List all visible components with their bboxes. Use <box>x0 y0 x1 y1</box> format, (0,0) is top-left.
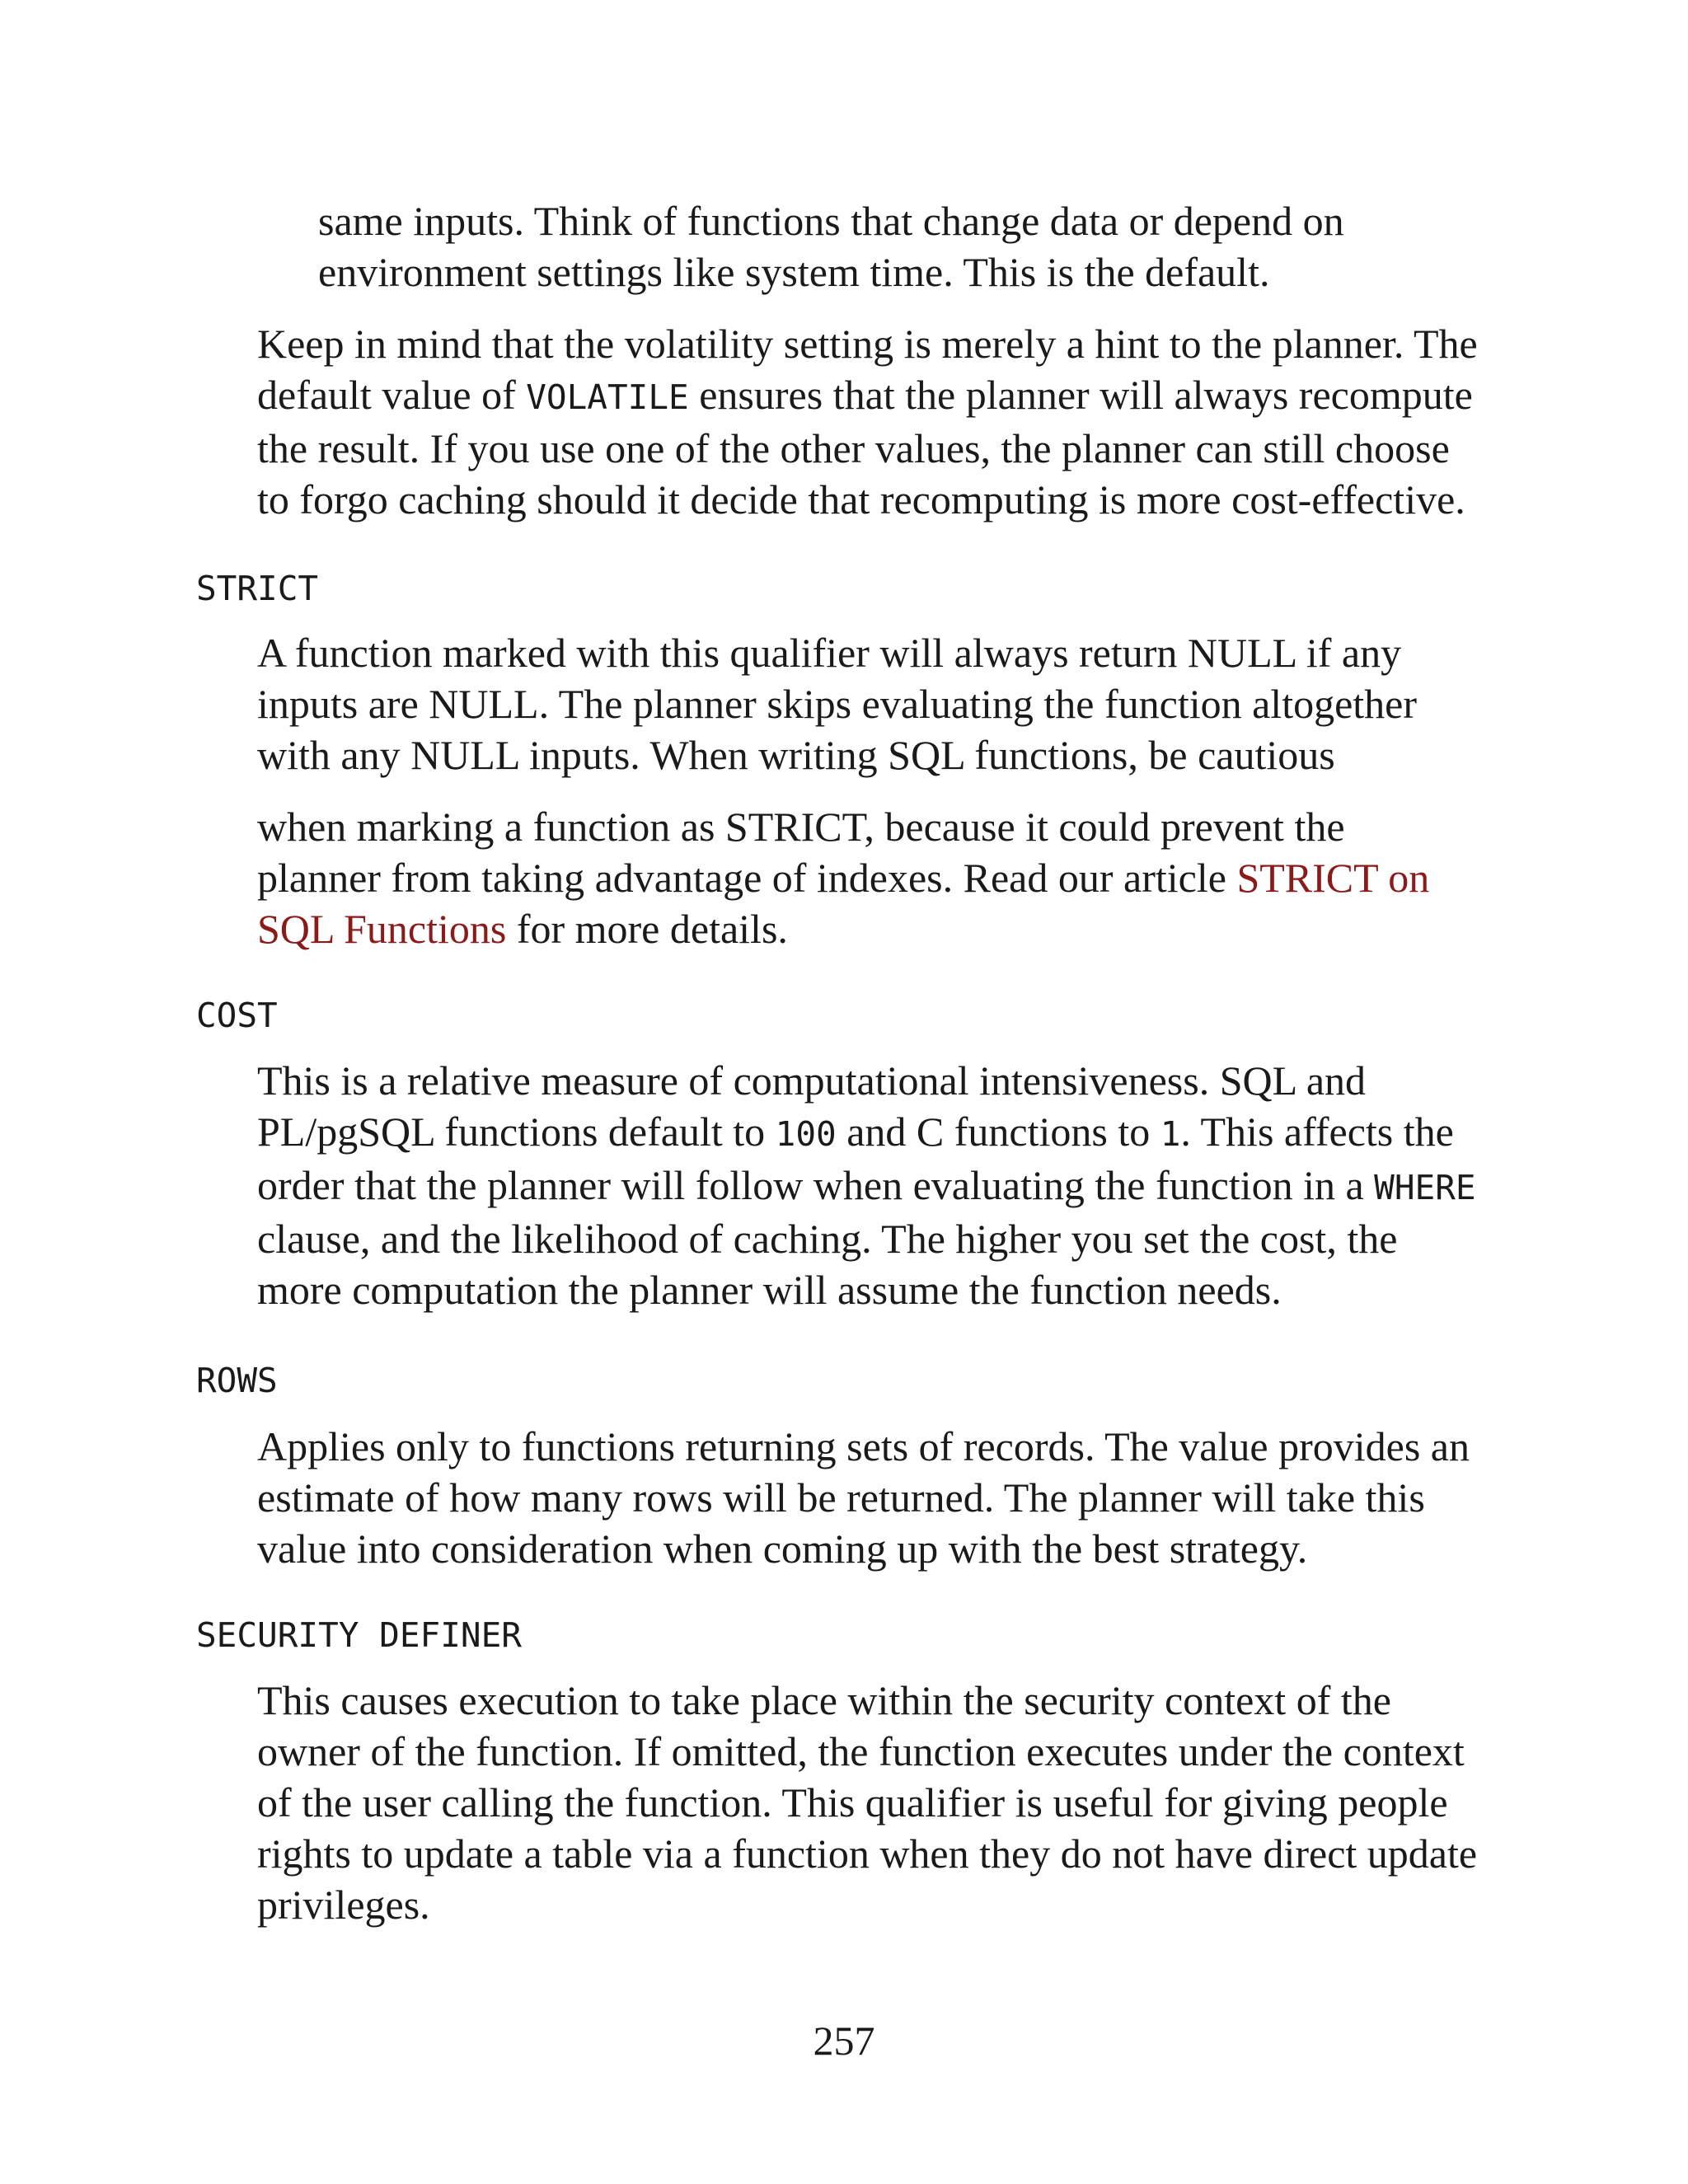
text-line: privileges. <box>257 1882 430 1928</box>
strict-definition-continued <box>257 801 1429 954</box>
term-cost: COST <box>196 996 278 1035</box>
security-definer-definition <box>257 1675 1477 1930</box>
text-line: when marking a function as STRICT, because it could prevent the <box>257 804 1345 850</box>
text-line: more computation the planner will assume the function needs. <box>257 1267 1282 1313</box>
text-line: with any NULL inputs. When writing SQL functions, be cautious <box>257 732 1335 778</box>
text-line: SQL Functions for more details. <box>257 906 788 952</box>
strict-definition <box>257 627 1417 780</box>
text-line: A function marked with this qualifier will always return NULL if any <box>257 630 1402 676</box>
strict-article-link[interactable]: STRICT on <box>1236 855 1430 901</box>
text-line: inputs are NULL. The planner skips evaluating the function altogether <box>257 681 1418 727</box>
text-line: clause, and the likelihood of caching. The higher you set the cost, the <box>257 1216 1398 1262</box>
term-strict: STRICT <box>196 569 319 608</box>
inline-code-where: WHERE <box>1374 1168 1476 1207</box>
inline-code-volatile: VOLATILE <box>526 377 689 417</box>
inline-code-100: 100 <box>775 1114 837 1154</box>
text-line: to forgo caching should it decide that recomputing is more cost-effective. <box>257 476 1465 523</box>
text-line: rights to update a table via a function when they do not have direct update <box>257 1830 1478 1877</box>
cost-definition <box>257 1055 1476 1315</box>
text-line: PL/pgSQL functions default to 100 and C functions to 1. This affects the <box>257 1108 1454 1155</box>
text-line: environment settings like system time. This is the default. <box>318 249 1270 295</box>
text-line: value into consideration when coming up with the best strategy. <box>257 1526 1308 1572</box>
term-rows: ROWS <box>196 1361 278 1400</box>
text-line: estimate of how many rows will be returned. The planner will take this <box>257 1474 1425 1521</box>
text-line: default value of VOLATILE ensures that the planner will always recompute <box>257 372 1473 418</box>
text-line: of the user calling the function. This qualifier is useful for giving people <box>257 1779 1448 1825</box>
page-number: 257 <box>813 2018 875 2064</box>
volatile-description-continuation <box>318 195 1344 298</box>
term-security-definer: SECURITY DEFINER <box>196 1615 522 1655</box>
text-line: the result. If you use one of the other values, the planner can still choose <box>257 425 1450 471</box>
text-line: order that the planner will follow when evaluating the function in a WHERE <box>257 1162 1476 1208</box>
volatility-note-paragraph <box>257 318 1478 525</box>
text-line: Applies only to functions returning sets of records. The value provides an <box>257 1423 1470 1469</box>
inline-code-1: 1 <box>1160 1114 1181 1154</box>
text-line: This is a relative measure of computational intensiveness. SQL and <box>257 1057 1367 1104</box>
text-line: owner of the function. If omitted, the function executes under the context <box>257 1728 1465 1774</box>
text-line: planner from taking advantage of indexes. Read our article STRICT on <box>257 855 1430 901</box>
text-line: This causes execution to take place within the security context of the <box>257 1677 1391 1723</box>
text-line: Keep in mind that the volatility setting is merely a hint to the planner. The <box>257 321 1478 367</box>
strict-article-link-continued[interactable]: SQL Functions <box>257 906 507 952</box>
text-line: same inputs. Think of functions that change data or depend on <box>318 198 1344 244</box>
rows-definition <box>257 1421 1470 1574</box>
